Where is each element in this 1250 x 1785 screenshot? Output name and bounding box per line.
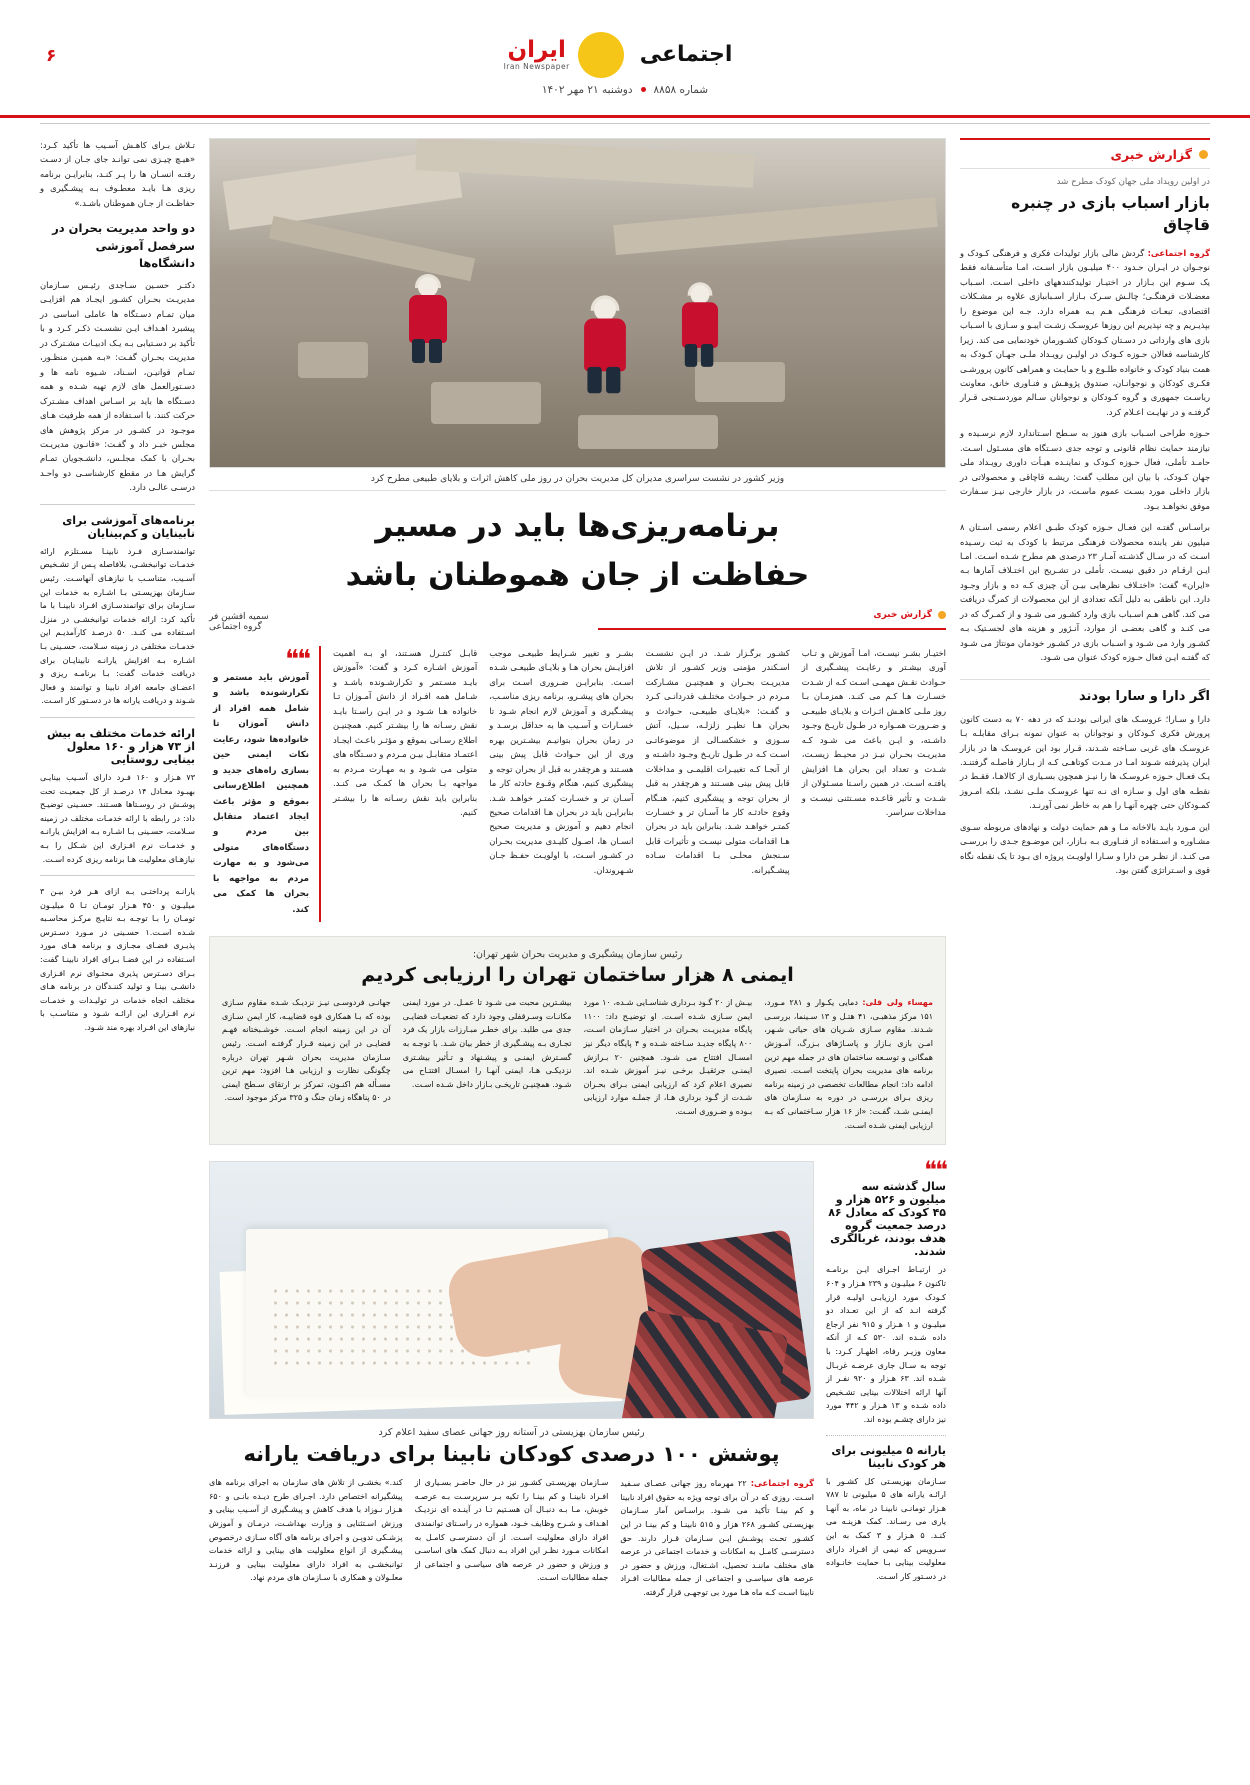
main-column xyxy=(209,138,946,1764)
separator-dot xyxy=(641,87,646,92)
box-column-1-text: دمایی یکـوار و ۲۸۱ مـورد، ۱۵۱ مرکز مذهبـی، ۴۱ هتـل و ۱۳ سـینما، بررسـی شـدند. مقاوم سـازی شـریان های حیاتی شـهر، امـن بازی بـازار و پاسـاژهای بـزرگ، آمـوزش همگانی و توسـعه ساختمان های در جمله مهم ترین برنامه های مدیریت بحران پایتخت اسـت. نصیری ادامه داد: انجام مطالعات تخصصی در زمینه برنامه ریزی بـرای بررسـی در دوره به سـازمان های ایمنـی شـد، گفـت: «از ۱۶ هزار سـاختمانی که بـه ارزیابی ایمنی شـده اسـت. xyxy=(764,998,933,1130)
bottom-title: پوشش ۱۰۰ درصدی کودکان نابینا برای دریافت یارانه xyxy=(243,1442,780,1467)
issue-line xyxy=(542,84,708,96)
sidebar-sub-paragraph-2: این مـورد بایـد بالاخانه مـا و هم حمایت دولت و نهادهای مربوطه سـوی مشـاوره و اسـتفاده از فنـاوری بـه بـازار، این موضـوع جـدی را بررسـی می کنـد. از نظـر من دارا و سـارا اولویـت پروژه ای بـود تا یک نقطه نگاه قوی و اسـتراتژی گفتن بود. xyxy=(960,821,1210,876)
left-divider xyxy=(40,504,195,505)
sidebar-group-tag: گروه اجتماعی: xyxy=(1147,247,1210,258)
sidebar-body xyxy=(960,246,1210,665)
byline-rule xyxy=(598,628,946,630)
pull-quote-text: آموزش باید مستمر و تکرارشونده باشد و شامل همه افراد از دانش آموزان تا خانواده‌ها شود، رعایت نکات ایمنی حین بسازی راه‌های جدید و همچنین اطلاع‌رسانی بموقع و مؤثر باعث ایجاد اعتماد متقابل بین مردم و دستگاه‌های متولی می‌شود و به مهارت مردم به مواجهه با بحران ها کمک می کند. xyxy=(213,672,309,915)
main-photo-rescue-scene xyxy=(209,138,946,468)
reporter-group: گروه اجتماعی xyxy=(209,622,262,632)
side-box-2-title: یارانه ۵ میلیونی برای هر کودک نابینا xyxy=(831,1443,946,1470)
pull-quote xyxy=(209,646,321,922)
reporter-name: سمیه افشین فر xyxy=(209,612,269,622)
byline-label: گزارش خبری xyxy=(873,610,932,620)
left-body-text: دکتـر حسـین سـاجدی رئیـس سـازمان مدیریـت بحـران کشـور ایجـاد هم افزایـی میان تمـام دسـتگاه ها عاملی اساسی در پیشبرد اهـداف ایـن نشسـت ذکـر کـرد و با تأکید بر دسـتیابی بـه یـک ادبیـات مشـترک در مدیریت بحـران گفـت: «بـه همیـن منظـور، تمـام قوانیـن، اسـناد، شـیوه نامه ها و دسـتورالعمل های لازم تهیه شـده و همه دسـتگاه ها باید بر اسـاس اهداف مشـترک حرکت کنند. با اسـتفاده از همه ظرفیت هـای موجـود در کشـور در مرکز پژوهش های مجلس خبـر داد و گفـت: «قانـون مدیریـت بحـران با کمک مجلـس، دانشـجویان تمـام گرایش هـا در مقطع کارشناسـی دو واحـد درسـی عالـی دارد. xyxy=(40,280,195,493)
side-box-2-body: سـازمان بهزیسـتی کل کشـور با ارائـه یارانه های ۵ میلیونی تا ۷۸۷ هـزار تومانـی نابینـا در ماه، به آنهـا یاری می رسـاند. کمک هزینـه می کنـد. ۵ هـزار و ۳ کمک به این سـرویس که نیمی از افـراد دارای معلولیت بینایی بـا حمایت خانـواده در دسـتور کار اسـت. xyxy=(826,1476,947,1581)
main-column-1: اختیـار بشـر نیسـت، امـا آموزش و تـاب آوری بیشـتر و رعایـت پیشـگیری از حـوادث نقـش مهمـی اسـت کـه از شـدت خسـارت هـا کـم می کنـد. همزمـان بـا روز ملـی کاهـش اثـرات و بلایـای طبیعـی و ضـرورت همـواره در طـول تاریـخ وجـود داشـته، و ایـن باعث می شـود کـه مدیریـت بحـران نیـز در محیـط زیسـت، شـدت و تعداد این بحران هـا افزایش یافتـه اسـت. در همین راسـتا مسـئولان از شـدت و تأثیر قاعـده مسـتثنی نیسـت و مداخلات سراسر. xyxy=(801,648,946,817)
box-columns xyxy=(222,996,933,1132)
page-number: ۶ xyxy=(46,46,57,66)
sidebar-subheading: اگر دارا و سارا بودند xyxy=(960,679,1210,704)
photo-rescuer xyxy=(401,277,455,363)
bottom-article-main xyxy=(209,1161,814,1599)
box-column-3: بیشـترین محبت می شـود تا عمـل. در مورد ایمنی مکانـات وسـرقفلی وجود دارد که تضعیـات قضایـی جدی می طلبد. برای خطـر مبـارزات بازار یک فرد تجـاری بـه پیشـگیری از خطر بیان شـد. با توجـه به گسـترش ایمنـی و پیشـنهاد و تـأثیر بیشـتری نزدیکـی هـا، ایمنی آنهـا را امسـال افتتـاح می شـود. همچنیـن تاریخـی بـازار داخل شـده اسـت. xyxy=(402,998,572,1089)
photo-rescuer xyxy=(575,299,634,394)
main-column-3: بشـر و تغییر شـرایط طبیعـی موجب افزایـش بحران هـا و بلایـای طبیعـی شـده اسـت. بنابرایـن ضـروری اسـت برای بحران های پیشـرو، برنامه ریزی مناسـب، پیشـگیری و آموزش لازم انجام شـود تا خسـارات و آسـیب ها به حداقل برسـد و در زمان بحران بتوانیـم بیشـترین بهره وری از این حـوادث قابل پیش بینی هسـتند و هرچقدر به قبل از بحران توجه و پیشگیری کنیم، هنگام وقـوع حادثه کار ما آسـان تر و خسـارت کمتـر خواهـد شـد. بنابرایـن باید در بحران هـا اقدامات صحیح انجام دهیم و آموزش و مدیریت صحیح انسـان ها، اصـول کلیـدی مدیریت بحـران در کشـور اسـت، با اولویـت حفـظ جـان شـهروندان. xyxy=(489,648,634,875)
section-title: اجتماعی xyxy=(639,42,733,67)
sidebar-title: بازار اسباب بازی در چنبره قاچاق xyxy=(1011,194,1210,235)
box-column-4: جهانـی فردوسـی نیـز نزدیـک شـده مقاوم سـازی بوده که بـا همکاری قوه قضاییـه، کار ایمن سـازی آن در این زمینه انجام اسـت. خوشـبختانه فهـم قضایـی در این زمینه قـرار گرفتـه اسـت. رئیس سـازمان مدیریت بحران شـهر تهران درباره چگونگی نظارت و ارزیابی هـا افزود: مهم ترین مسـأله هم اکنـون، تمرکز بر ارتقای سـطح ایمنی در ۵۰ پناهگاه زمان جنگ و ۳۲۵ مرکز موجود است. xyxy=(222,998,391,1103)
bottom-column-2: سـازمان بهزیسـتی کشـور نیز در حال حاضـر بسـیاری از افـراد نابینـا و کم بینـا را تکیه بـر سرپرسـت بـه عرصـه خوبش، مـا بـه دنبـال آن هسـتیم تـا در آینـده ای نزدیـک اهـداف و شـرح وظایف خـود، همواره در راسـتای توانمندی افراد دارای معلولیت اسـت. از آن دسترسـی کامـل به امکانات مـورد نظـر این افراد بـه دنبال کمک های اساسـی و ورزش و حضور در عرصه های سیاسـی و اجتماعی از جمله مطالبات اسـت. xyxy=(414,1478,609,1583)
masthead-center xyxy=(504,32,747,96)
bottom-column-3: کند.» بخشـی از تلاش های سازمان به اجرای برنامه های پیشگیرانه اختصاص دارد. اجـرای طرح دیـده بانـی و ۶۵۰ هـزار نـوزاد با هدف کاهش و پیشـگیری از آسـیب بینایی و ورزش اسـتثنایی و وزارت بهداشـت، درمـان و آموزش پزشـکی تدویـن و اجرای برنامه های آگاه سـازی درخصوص پیشـگیری از انواع معلولیت های بینایی و ارائه خدمات توانبخشـی به افراد دارای معلولیت بینایی و فرزنـد معلـولان و همکاری با سـازمان های مردم نهاد. xyxy=(208,1478,403,1583)
photo-rubble xyxy=(298,342,368,378)
photo-rubble xyxy=(578,415,718,449)
left-intro-text: تـلاش بـرای کاهـش آسـیب ها تأکید کـرد: «هیـچ چیـزی نمی توانـد جای جـان از دسـت رفتـه انسـان ها را پـر کنـد، بنابرایـن برنامه ریزی هـا بایـد معطـوف بـه پیشـگیری و حفاظـت از جـان هموطنان باشـد.» xyxy=(40,140,195,208)
logo-text-fa: ایران xyxy=(507,36,566,63)
sidebar-paragraph-3: براسـاس گفتـه این فعـال حـوزه کودک طبـق اعلام رسمی اسـتان ۸ میلیون نفر یابنده محصولات فرهنگی مرتبط با کودک به ثبت رسـیده اسـت که در سـال گذشـته آمـار ۲۳ درصدی هم مطرح شـده اسـت. امـا ایـن ارقـام در دقیق نیسـت. تأملی در تشـریح این اختـلاف آمارها بـه «ایران» گفت: «اختـلاف نظرهایی بیـن آن چیزی کـه ده و بازار وجـود دارد. این ناظقی به دلیل آنکه تعدادی از این محصولات از کمرگ دریافت می کند. گاهی هـم اسـباب بازی وارد کشـور می شـود و از کمـرگ که در می کنـد و گاهی بعضـی از موارد، آنـژور و هزینه های لجسـتیک بـه کشـور وارد می شـود و اسـباب بازی در کشـور خودمان مونتاژ می شـود که گفتـه ایـن فعال حـوزه کودک عنوان می شـود. xyxy=(960,522,1210,663)
box-column-2: بیـش از ۲۰ گـود بـرداری شناسـایی شـده، ۱۰ مورد ایمن سـازی شـده اسـت. او توضیـح داد: ۱۱۰۰ پایگاه مدیریـت بحـران در اختیار سـازمان اسـت، ۸۰۰ پایگاه جدیـد سـاخته شـده و ۴ پایگاه دیگر نیز امسـال افتتاح می شـود. همچنین ۲۰ بـرازش ایمنـی جرثقیـل برخـی نیـز آموزش شـده اند. نصیری اعلام کرد که ارزیابی ایمنی بـرای بحـران شـدت از گـود برداری هـا، از جملـه موارد ارزیابی بـوده و ضـروری اسـت. xyxy=(583,998,753,1117)
issue-date: دوشنبه ۲۱ مهر ۱۴۰۲ xyxy=(541,83,633,96)
left-box-3-body: توانمندسـازی فـرد نابینـا مسـتلزم ارائه خدمـات توانبخشـی، بلافاصله پـس از تشـخیص آسـیب، متناسـب با نیازهـای آنهاسـت. رئیس سـازمان بهزیسـتی بـا اشـاره به خدمات این سـازمان برای توانمندسـازی افـراد نابینـا با ما تأکید کرد: ارائه خدمات توانبخشـی در منزل اسـتفاده می کنـد. ۵۰ درصـد کارآمدیـم این خدمـات مختلفی در زمینه سـلامت، حسـینی بـا اشـاره بـه افزایش یارانـه نابینایـان برای دریافت خدمات گفت: بـا برنامـه ریزی و اعضـای جامعه افراد نابینا و توانمند و فعال شـوند و دریافت یارانه ها در دسـتور کار اسـت. xyxy=(40,546,196,706)
left-box-3-title: برنامه‌های آموزشی برای نابینایان و کم‌بینایان xyxy=(62,513,195,540)
box-title: ایمنی ۸ هزار ساختمان تهران را ارزیابی کردیم xyxy=(361,964,794,987)
bottom-column-1 xyxy=(620,1476,814,1599)
box-kicker: رئیس سازمان پیشگیری و مدیریت بحران شهر تهران: xyxy=(472,949,683,961)
photo-rescuer xyxy=(674,285,725,367)
side-box-1-body: در ارتبـاط اجـرای ایـن برنامـه تاکنون ۶ میلیـون و ۲۳۹ هـزار و ۶۰۴ کـودک مورد ارزیابـی اولیـه قرار گرفته انـد که از این تعـداد دو میلیـون و ۱ هـزار و ۹۱۵ نفر ارجاع داده شـده اند. ۵۳۰ کـه از آنکه معاون وزیـر رفاه، اظهـار کـرد: با توجه به سـال جاری عرضـه غربـال شـده اند. ۶۳ هـزار و ۹۲۰ نفـر از آنها ارائه اختلالات بینایی تشـخیص داده شـده و ۱۳ هـزار و ۴۴۲ مورد نیز دارای چشـم بوده اند. xyxy=(826,1265,947,1424)
sidebar-kicker: در اولین رویداد ملی جهان کودک مطرح شد xyxy=(1056,177,1210,187)
main-photo-wrap xyxy=(209,138,946,468)
secondary-article-box xyxy=(209,936,946,1145)
main-article-columns xyxy=(209,646,946,922)
main-headline-line1: برنامه‌ریزی‌ها باید در مسیر xyxy=(375,508,780,544)
left-divider xyxy=(40,717,195,718)
newspaper-logo xyxy=(504,32,624,78)
logo-text-en: Iran Newspaper xyxy=(503,62,570,72)
side-box-1-title: سال گذشته سه میلیون و ۵۲۶ هزار و ۴۵ کودک که معادل ۸۶ درصد جمعیت گروه هدف بودند، غربالگری شدند. xyxy=(828,1180,946,1259)
sidebar-paragraph-1: گردش مالی بازار تولیدات فکری و فرهنگی کـودک و نوجـوان در ایـران حـدود ۴۰۰ میلیـون بازار اسـت، امـا متأسـفانه فقط یک سـوم این بـازار در اختیـار تولیدکنندههای داخلی اسـت. اسـباب معضـلات فرهنگـی؛ چالـش سـرک بـازار اسـباببازی علاوه بر مشـکلات اقتصادی، تبعـات فرهنگی هـم بـه همراه دارد. جـه این موضوع را بپذیـریم و چه نپذیریم این روزها عروسـک زشـت ایبـو و سـازی با اسـباب بازی های وارداتی در دسـتان کـودکان کشـورمان خودنمایی می کند. زیرا کارشناسه فعالان حـوزه کـودک در اولیـن رویـداد ملـی جهـان کـودک به همت بنیاد کودک و خانواده طلـوع و با حمایـت و همراهی کانون پرورشـی فکـری کودکان و نوجوانـان، صندوق پژوهـش و فنـاوری خانق، معاونت ریاسـت جمهوری و گروه کـودکان و نوجوانان سـالم موردسـنجی قـرار گرفتـه و در نهایـت اعـلام کرد. xyxy=(960,247,1210,417)
box-lead-label: مهساء ولی قلی: xyxy=(862,998,934,1008)
page-content xyxy=(0,124,1250,1764)
main-byline xyxy=(598,610,946,620)
bottom-columns xyxy=(209,1476,814,1599)
bottom-side-boxes xyxy=(826,1156,947,1599)
issue-number: شماره ۸۸۵۸ xyxy=(653,83,709,96)
sidebar-sub-body xyxy=(960,712,1210,878)
bottom-kicker: رئیس سازمان بهزیستی در آستانه روز جهانی عصای سفید اعلام کرد xyxy=(378,1427,645,1439)
main-headline-line2: حفاظت از جان هموطنان باشد xyxy=(345,556,810,593)
bullet-icon xyxy=(1199,150,1208,159)
bottom-column-1-text: ۲۲ مهرماه روز جهانی عصـای سـفید اسـت. روزی که در آن برای توجه ویژه به حقوق افراد نابینا و کم بینـا تأکید می شـود. براسـاس آمار سـازمان بهزیسـتی کشـور ۲۶۸ هزار و ۵۱۵ نابینـا و کم بینـا در این کشـور تحـت پوشـش ایـن سـازمان قـرار دارند. حق دسترسـی کامـل به امکانات و خدمات اجتماعی در عرصه های مختلف ماننـد تحصیل، اشـتغال، ورزش و حضور در عرصه های سیاسـی و اجتماعی از جمله مطالبات افـراد نابینا اسـت کـه ماه هـا مورد بی توجهـی قرار گرفته. xyxy=(620,1479,814,1597)
main-column-2: کشـور برگـزار شـد. در ایـن نشسـت اسـکندر مؤمنی وزیر کشـور از تلاش مدیریـت بحـران و همچنیـن مشـارکت مـردم در حـوادث مختلـف قدردانـی کـرد و گفـت: «بلایـای طبیعـی، حـوادث و بحران هـا نظیـر زلزلـه، سـیل، آتش سـوزی و خشکسـالی از موضوعاتـی اسـت کـه در طـول تاریـخ وجـود داشـته و از آنجـا کـه تغییـرات اقلیمـی و مداخلات قابل پیش بینی هسـتند و هرچقدر به قبل از بحران توجه و پیشگیری کنیم، هنـگام وقوع حادثـه کار ما آسـان تر و خسـارت کمتـر خواهـد شـد. بنابراین باید در بحران هـا اقدامات متولی نیسـت و تأثیرات قابل سـنجش محلـی بـا اقدامات سـاده پیشـگیرانه. xyxy=(645,648,790,875)
sidebar-paragraph-2: حـوزه طراحی اسـباب بازی هنوز به سـطح اسـتاندارد لازم نرسـیده و نیازمند حمایت نظام قانونی و توجه جدی دسـتگاه های مسـئول اسـت. حامـد تأملی، فعال حـوزه کـودک و نماینـده هیـأت داوری رویـداد ملی جهان کـودک، با بیان این مطلب گفت: ریشـه قاچاقی و محصولاتی در بازار داخلی مورد بسـت عموم ماسـت، در بازار خارجی نیـز سـفارت موفق نخواهـد بـود. xyxy=(960,428,1210,511)
sidebar-report-column xyxy=(960,138,1210,1764)
sidebar-sub-paragraph-1: دارا و سـارا؛ عروسـک های ایرانی بودنـد که در دهه ۷۰ به دست کانون پرورش فکری کـودکان و نوجوانان به عنوان نمونه بـرای مقابلـه بـا عروسـک های غربی سـاخته شـدند، قـرار بود این عروسـک ها در بازار ایران پذیرفته شـوند امـا در مـدت کوتاهـی کـه از بـازار فاصلـه گرفتنـد. یـک فعـال حـوزه عروسـک ها را نیـز همچون بسـیاری از کالاهـا، فقـط در نقطـه های اول و سـازه ای نـه تنها عروسـک ملـی نشـد، بلکه امـروز کمـودکان حتی چهره آنهـا را هم به خاطر نمی آورنـد. xyxy=(960,713,1210,811)
sidebar-header xyxy=(960,138,1210,169)
box-column-1 xyxy=(764,996,933,1132)
left-box-4-title: ارائه خدمات مختلف به بیش از ۷۳ هزار و ۱۶۰ معلول بینایی روستایی xyxy=(46,726,195,766)
left-divider xyxy=(40,875,195,876)
main-pullquote-col xyxy=(209,646,321,922)
sun-icon xyxy=(578,32,624,78)
left-subheading: دو واحد مدیریت بحران در سرفصل آموزشی دانشگاه‌ها xyxy=(52,221,195,270)
left-column xyxy=(40,138,195,1764)
quote-mark-icon: ❝❝ xyxy=(285,645,309,675)
bottom-article xyxy=(208,1156,947,1599)
bullet-icon xyxy=(938,611,946,619)
masthead xyxy=(0,0,1250,118)
bottom-photo-braille-reading xyxy=(209,1161,814,1419)
sidebar-head-label: گزارش خبری xyxy=(1110,147,1192,162)
quote-mark-icon: ❝❝ xyxy=(924,1156,946,1185)
left-box-4-body: ۷۳ هـزار و ۱۶۰ فـرد دارای آسـیب بینایـی بهبـود معـادل ۱۴ درصـد از کل جمعیـت تحت پوشـش در روسـتاها هسـتند. حسـینی توضیـح داد: در رابطه با ارائه خدمـات مختلف در زمینه سـلامت، حسـینی بـا اشـاره بـه افزایش یارانـه و خدمـات نرم افـزاری این شـکل را بـه نیازهـای معلولیت هـا برنامه ریزی کرده اسـت. xyxy=(40,772,195,864)
photo-rubble xyxy=(695,362,785,402)
left-box-5-body: یارانـه پرداختـی بـه ازای هـر فرد بیـن ۳ میلیـون و ۴۵۰ هـزار تومـان تـا ۵ میلیـون تومـان را بـا توجـه بـه نتایـج مرکـز محاسـبه شـده اسـت.۱ حسـینی در مـورد دسـترس پذیـری فضـای مجـازی و برنامه هـای مورد اسـتفاده در این فضـا بـرای افراد نابینـا گفت: بـرای دسـترس پذیری محتـوای نرم افـزاری دانشـی بینـا و تولید کننـدگان در برنامه هـای مختلف اتجاه خدمات در تولیـدات و خدمـات نرم افـزاری این ارائـه شـود و متناسـب با نیازهای این افـراد بهره مند شـود. xyxy=(40,887,196,1033)
main-column-4: قابـل کنتـرل هسـتند، او بـه اهمیت آموزش اشـاره کـرد و گفت: «آموزش بایـد مسـتمر و تکرارشـونده باشـد و شـامل همه افـراد از دانش آمـوزان تـا خانواده هـا شـود و در ایـن راسـتا بایـد نقش رسـانه ها را بیشـتر کنیم. همچنیـن اطلاع رسـانی بموقع و مؤثـر باعـث ایجـاد اعتمـاد متقابـل بیـن مـردم و دسـتگاه های متولی می شـود و به مهـارت مـردم به مواجهه بـا بحران ها کمـک می کنـد. بنابراین باید نقش رسـانه ها را بیشـتر کنیم. xyxy=(333,648,478,817)
photo-rubble xyxy=(431,382,541,424)
bottom-group-tag: گروه اجتماعی: xyxy=(750,1478,814,1489)
main-photo-caption: وزیر کشور در نشست سراسری مدیران کل مدیریت بحران در روز ملی کاهش اثرات و بلایای طبیعی مطرح کرد xyxy=(209,468,946,491)
